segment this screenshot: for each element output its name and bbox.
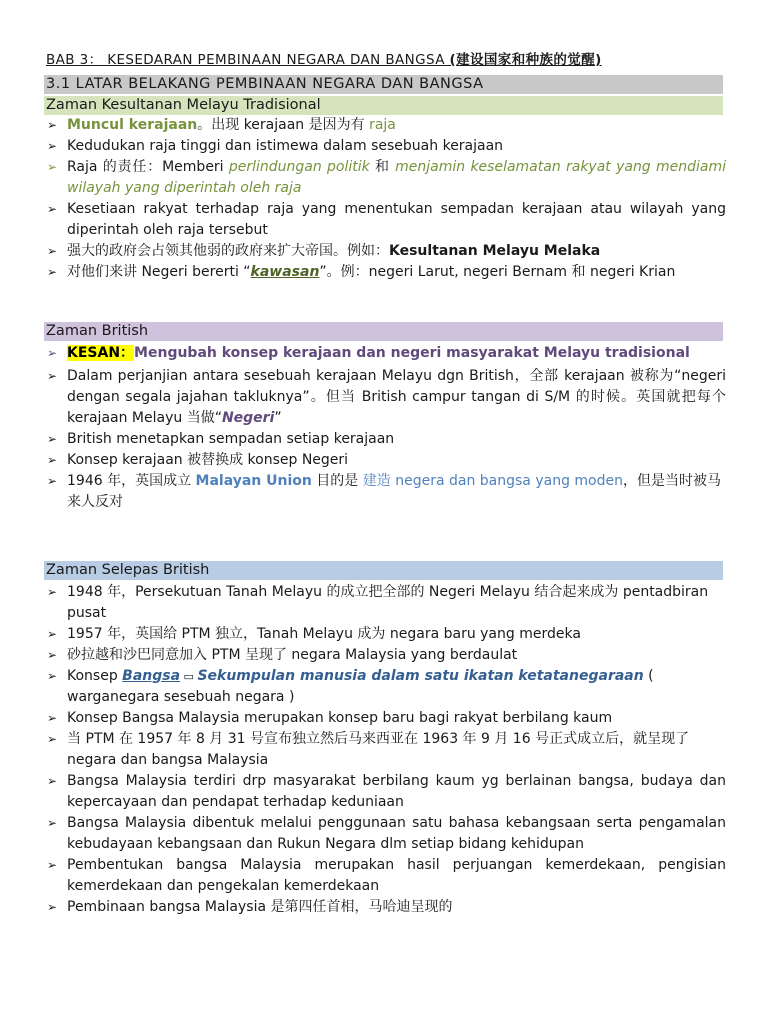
emphasis-text: raja — [369, 117, 396, 133]
arrow-bullet-icon: ➢ — [47, 627, 58, 641]
arrow-bullet-icon: ➢ — [47, 244, 58, 258]
arrow-bullet-icon: ➢ — [47, 432, 58, 446]
list-item — [46, 771, 726, 813]
arrow-bullet-icon: ➢ — [47, 139, 58, 153]
emphasis-text: menjamin keselamatan rakyat yang mendiami wilayah yang diperintah oleh raja — [67, 159, 726, 196]
item-text: Pembentukan bangsa Malaysia merupakan hasil perjuangan kemerdekaan, pengisian kemerdekaan dan pengekalan kemerdekaan — [67, 857, 726, 894]
item-text: Bangsa Malaysia dibentuk melalui penggunaan satu bahasa kebangsaan serta pengamalan kebudayaan kebangsaan dan Rukun Negara dlm setiap bidang kehidupan — [67, 815, 726, 852]
arrow-bullet-icon: ➢ — [47, 369, 58, 383]
subheading-kesultanan: Zaman Kesultanan Melayu Tradisional — [44, 96, 723, 115]
arrow-bullet-icon: ➢ — [47, 774, 58, 788]
emphasis-text: Bangsa — [122, 668, 181, 684]
arrow-bullet-icon: ➢ — [47, 118, 58, 132]
emphasis-text: perlindungan politik — [228, 159, 370, 175]
item-text: 1957 年，英国给 PTM 独立，Tanah Melayu 成为 negara baru yang merdeka — [67, 626, 581, 642]
list-item — [46, 582, 726, 624]
arrow-bullet-icon: ➢ — [47, 648, 58, 662]
arrow-bullet-icon: ➢ — [47, 160, 58, 174]
arrow-bullet-icon: ➢ — [47, 711, 58, 725]
emphasis-text: 建造 — [362, 473, 391, 489]
list-item — [46, 855, 726, 897]
item-text: 。出现 kerajaan 是因为有 — [197, 117, 370, 133]
arrow-bullet-icon: ➢ — [47, 265, 58, 279]
list-item — [46, 897, 726, 918]
emphasis-text: Malayan Union — [195, 473, 312, 489]
list-item — [46, 429, 726, 450]
chapter-title-chinese: (建设国家和种族的觉醒) — [449, 52, 602, 68]
subheading-selepas: Zaman Selepas British — [44, 561, 723, 580]
item-text: ”。例：negeri Larut, negeri Bernam 和 negeri Krian — [319, 264, 676, 280]
item-text: Bangsa Malaysia terdiri drp masyarakat berbilang kaum yg berlainan bangsa, budaya dan kepercayaan dan pendapat terhadap keduniaan — [67, 773, 726, 810]
emphasis-text: Sekumpulan manusia dalam satu ikatan ketatanegaraan — [197, 668, 644, 684]
list-item — [46, 115, 726, 136]
arrow-bullet-icon: ➢ — [47, 346, 58, 360]
subheading-british: Zaman British — [44, 322, 723, 341]
highlighted-label: KESAN： — [67, 345, 135, 361]
arrow-bullet-icon: ➢ — [47, 732, 58, 746]
arrow-bullet-icon: ➢ — [47, 474, 58, 488]
item-text: Kedudukan raja tinggi dan istimewa dalam sesebuah kerajaan — [67, 138, 504, 154]
item-text: Konsep kerajaan 被替换成 konsep Negeri — [67, 452, 349, 468]
bullet-list-selepas — [46, 582, 726, 918]
item-text: Kesetiaan rakyat terhadap raja yang menentukan sempadan kerajaan atau wilayah yang diperintah oleh raja tersebut — [67, 201, 726, 238]
arrow-bullet-icon: ➢ — [47, 858, 58, 872]
emphasis-text: kawasan — [250, 264, 320, 280]
item-text: ( warganegara sesebuah negara ) — [67, 668, 654, 705]
arrow-bullet-icon: ➢ — [47, 453, 58, 467]
item-text: 和 — [369, 159, 396, 175]
item-text: Dalam perjanjian antara sesebuah kerajaan Melayu dgn British，全部 kerajaan 被称为“negeri dengan segala jajahan takluknya”。但当 British campur tangan di S/M 的时候。英国就把每个 kerajaan Melayu 当做“ — [67, 368, 726, 426]
item-text: 砂拉越和沙巴同意加入 PTM 呈现了 negara Malaysia yang berdaulat — [67, 647, 518, 663]
emphasis-text: negera dan bangsa yang moden — [390, 473, 623, 489]
item-text: 1946 年，英国成立 — [67, 473, 196, 489]
arrow-bullet-icon: ➢ — [47, 585, 58, 599]
item-text: 对他们来讲 Negeri bererti “ — [67, 264, 251, 280]
item-text: ，但是当时被马来人反对 — [67, 473, 721, 510]
emphasis-text: Muncul kerajaan — [67, 117, 198, 133]
bullet-list-kesultanan — [46, 115, 726, 283]
chapter-title-text: BAB 3： KESEDARAN PEMBINAAN NEGARA DAN BANGSA — [46, 52, 450, 68]
list-item — [46, 241, 726, 262]
item-text: 强大的政府会占领其他弱的政府来扩大帝国。例如： — [67, 243, 389, 259]
arrow-bullet-icon: ➢ — [47, 202, 58, 216]
list-item — [46, 342, 726, 364]
list-item — [46, 262, 726, 283]
arrow-bullet-icon: ➢ — [47, 669, 58, 683]
emphasis-text: Mengubah konsep kerajaan dan negeri masyarakat Melayu tradisional — [134, 345, 690, 361]
item-text: ” — [274, 410, 282, 426]
list-item — [46, 666, 726, 708]
list-item — [46, 813, 726, 855]
item-text: Raja 的责任：Memberi — [67, 159, 229, 175]
equals-symbol: ▭ — [180, 670, 198, 683]
item-text: 目的是 — [311, 473, 363, 489]
item-text: Pembinaan bangsa Malaysia 是第四任首相，马哈迪呈现的 — [67, 899, 453, 915]
section-heading: 3.1 LATAR BELAKANG PEMBINAAN NEGARA DAN BANGSA — [44, 75, 723, 94]
list-item — [46, 729, 726, 771]
list-item — [46, 645, 726, 666]
item-text: Konsep Bangsa Malaysia merupakan konsep baru bagi rakyat berbilang kaum — [67, 710, 613, 726]
arrow-bullet-icon: ➢ — [47, 816, 58, 830]
list-item — [46, 157, 726, 199]
arrow-bullet-icon: ➢ — [47, 900, 58, 914]
list-item — [46, 136, 726, 157]
emphasis-text: Kesultanan Melayu Melaka — [389, 243, 601, 259]
list-item — [46, 450, 726, 471]
emphasis-text: Negeri — [221, 410, 275, 426]
list-item — [46, 199, 726, 241]
item-text: British menetapkan sempadan setiap kerajaan — [67, 431, 395, 447]
item-text: 1948 年，Persekutuan Tanah Melayu 的成立把全部的 Negeri Melayu 结合起来成为 pentadbiran pusat — [67, 584, 709, 621]
list-item — [46, 366, 726, 429]
item-text: Konsep — [67, 668, 123, 684]
item-text: 当 PTM 在 1957 年 8 月 31 号宣布独立然后马来西亚在 1963 年 9 月 16 号正式成立后，就呈现了 negara dan bangsa Malaysia — [67, 731, 690, 768]
list-item — [46, 624, 726, 645]
list-item — [46, 708, 726, 729]
bullet-list-british — [46, 342, 726, 513]
list-item — [46, 471, 726, 513]
chapter-title — [46, 48, 726, 68]
